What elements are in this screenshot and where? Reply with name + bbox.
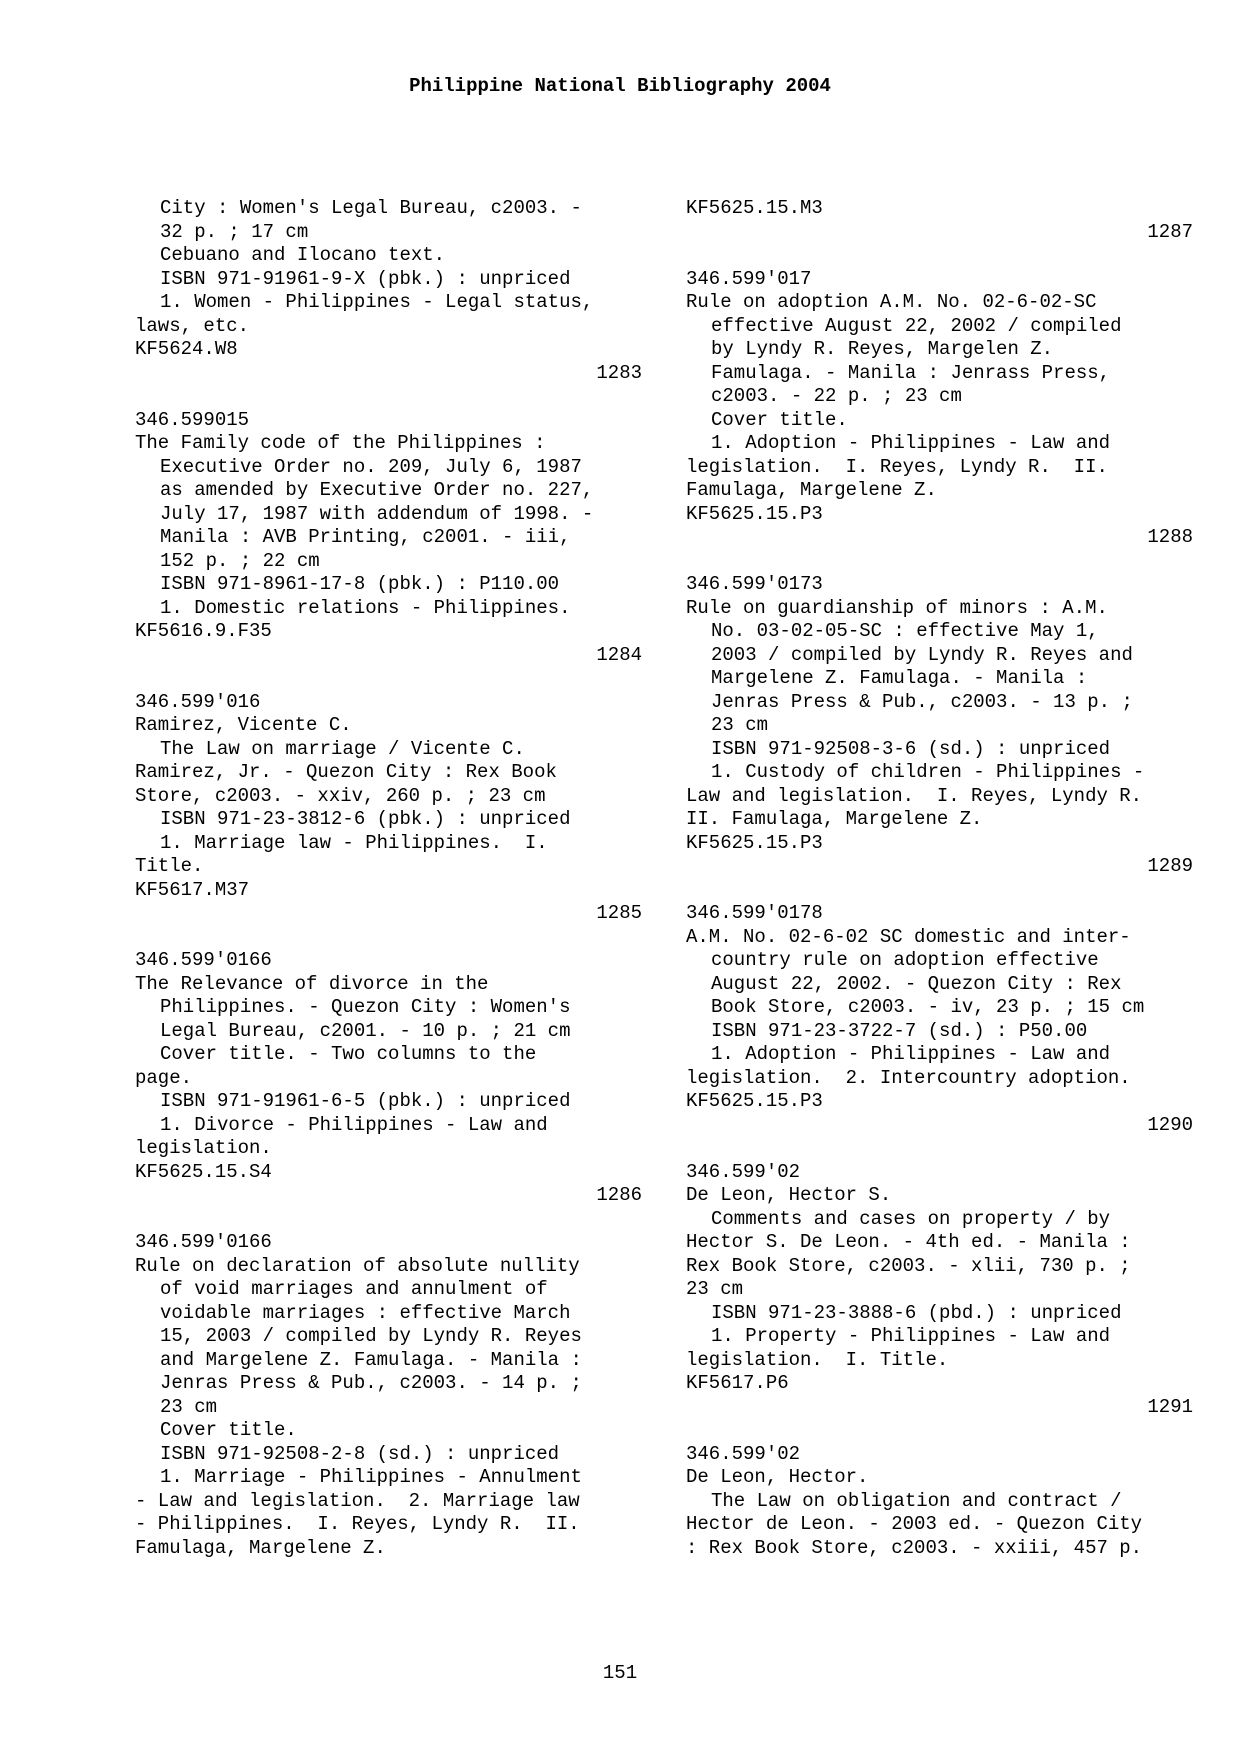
catalog-line: Famulaga. - Manila : Jenrass Press, (711, 361, 1111, 384)
catalog-line: Rule on adoption A.M. No. 02-6-02-SC (686, 291, 1097, 313)
entry-number: 1285 (596, 902, 642, 924)
catalog-line: 23 cm (686, 1278, 744, 1300)
blank-line (135, 667, 645, 691)
catalog-line: 346.599'0173 (686, 573, 823, 595)
entry-number: 1290 (1147, 1113, 1193, 1136)
blank-line (686, 550, 1196, 574)
catalog-line: August 22, 2002. - Quezon City : Rex (711, 972, 1122, 995)
entry-number: 1284 (596, 643, 642, 666)
catalog-line: legislation. I. Reyes, Lyndy R. II. (686, 455, 1108, 478)
catalog-line: ISBN 971-91961-6-5 (pbk.) : unpriced (160, 1090, 571, 1112)
catalog-line: 1. Marriage law - Philippines. I. (160, 831, 548, 854)
catalog-line: legislation. (135, 1137, 272, 1159)
catalog-line: Ramirez, Vicente C. (135, 714, 352, 736)
blank-line (686, 879, 1196, 903)
entry-number: 1287 (1147, 220, 1193, 243)
catalog-line: City : Women's Legal Bureau, c2003. - (160, 197, 582, 219)
catalog-line: Cebuano and Ilocano text. (160, 244, 446, 266)
catalog-line: legislation. I. Title. (686, 1348, 949, 1371)
catalog-line: 1. Domestic relations - Philippines. (160, 596, 571, 619)
blank-line (135, 385, 645, 409)
catalog-line: ISBN 971-92508-3-6 (sd.) : unpriced (711, 737, 1111, 760)
catalog-line: KF5625.15.S4 (135, 1160, 272, 1183)
catalog-line: of void marriages and annulment of (160, 1278, 548, 1300)
left-column (135, 197, 645, 1560)
catalog-line: 152 p. ; 22 cm (160, 549, 320, 572)
catalog-line: 346.599'0178 (686, 902, 823, 924)
catalog-line: 346.599'016 (135, 690, 261, 713)
catalog-line: KF5624.W8 (135, 338, 238, 360)
catalog-line: Store, c2003. - xxiv, 260 p. ; 23 cm (135, 784, 546, 807)
catalog-line: 346.599015 (135, 408, 250, 431)
catalog-line: Book Store, c2003. - iv, 23 p. ; 15 cm (711, 996, 1145, 1018)
catalog-line: A.M. No. 02-6-02 SC domestic and inter- (686, 925, 1131, 948)
catalog-line: Comments and cases on property / by (711, 1207, 1111, 1230)
catalog-line: by Lyndy R. Reyes, Margelen Z. (711, 338, 1054, 360)
catalog-line: Rule on declaration of absolute nullity (135, 1254, 580, 1277)
catalog-line: KF5625.15.P3 (686, 831, 823, 854)
catalog-line: - Philippines. I. Reyes, Lyndy R. II. (135, 1513, 580, 1535)
catalog-line: De Leon, Hector. (686, 1466, 869, 1488)
catalog-line: ISBN 971-23-3722-7 (sd.) : P50.00 (711, 1019, 1088, 1042)
catalog-line: page. (135, 1066, 193, 1089)
entry-number: 1289 (1147, 855, 1193, 877)
catalog-line: - Law and legislation. 2. Marriage law (135, 1489, 580, 1512)
catalog-line: The Family code of the Philippines : (135, 432, 546, 454)
catalog-line: c2003. - 22 p. ; 23 cm (711, 385, 962, 407)
catalog-line: De Leon, Hector S. (686, 1184, 892, 1206)
entry-number: 1286 (596, 1184, 642, 1206)
blank-line (135, 926, 645, 950)
catalog-line: and Margelene Z. Famulaga. - Manila : (160, 1348, 582, 1371)
catalog-line: 1. Adoption - Philippines - Law and (711, 432, 1111, 454)
catalog-line: 346.599'0166 (135, 949, 272, 971)
catalog-line: Rule on guardianship of minors : A.M. (686, 596, 1108, 619)
right-column (686, 197, 1196, 1560)
entry-number: 1283 (596, 361, 642, 384)
catalog-line: The Law on obligation and contract / (711, 1489, 1122, 1512)
entry-number: 1291 (1147, 1395, 1193, 1418)
catalog-line: 346.599'02 (686, 1442, 801, 1465)
catalog-line: 1. Adoption - Philippines - Law and (711, 1043, 1111, 1065)
catalog-line: Title. (135, 855, 204, 877)
catalog-line: 32 p. ; 17 cm (160, 220, 309, 243)
catalog-line: : Rex Book Store, c2003. - xxiii, 457 p. (686, 1536, 1143, 1559)
catalog-line: 1. Divorce - Philippines - Law and (160, 1113, 548, 1136)
catalog-line: Jenras Press & Pub., c2003. - 14 p. ; (160, 1372, 582, 1394)
catalog-line: 23 cm (160, 1395, 218, 1418)
catalog-line: laws, etc. (135, 314, 250, 337)
catalog-line: Law and legislation. I. Reyes, Lyndy R. (686, 784, 1143, 807)
catalog-line: KF5616.9.F35 (135, 620, 272, 642)
catalog-line: Cover title. (160, 1419, 297, 1441)
catalog-line: 1. Marriage - Philippines - Annulment (160, 1466, 582, 1488)
catalog-line: No. 03-02-05-SC : effective May 1, (711, 620, 1099, 642)
catalog-line: Ramirez, Jr. - Quezon City : Rex Book (135, 761, 557, 783)
catalog-line: Famulaga, Margelene Z. (686, 479, 937, 501)
catalog-line: as amended by Executive Order no. 227, (160, 479, 594, 501)
catalog-line: 346.599'02 (686, 1160, 801, 1183)
catalog-line: KF5625.15.P3 (686, 502, 823, 525)
catalog-line: KF5625.15.M3 (686, 197, 823, 219)
page-number: 151 (602, 1662, 638, 1684)
catalog-line: Famulaga, Margelene Z. (135, 1536, 386, 1559)
catalog-line: KF5617.P6 (686, 1372, 789, 1394)
catalog-line: ISBN 971-23-3812-6 (pbk.) : unpriced (160, 808, 571, 830)
catalog-line: Hector S. De Leon. - 4th ed. - Manila : (686, 1231, 1131, 1253)
catalog-line: ISBN 971-8961-17-8 (pbk.) : P110.00 (160, 573, 560, 595)
blank-line (686, 1419, 1196, 1443)
catalog-line: ISBN 971-23-3888-6 (pbd.) : unpriced (711, 1301, 1122, 1324)
catalog-line: voidable marriages : effective March (160, 1301, 571, 1324)
catalog-line: Cover title. - Two columns to the (160, 1043, 537, 1065)
catalog-line: 346.599'0166 (135, 1231, 272, 1253)
catalog-line: 23 cm (711, 714, 769, 736)
catalog-line: KF5617.M37 (135, 878, 250, 901)
catalog-line: Jenras Press & Pub., c2003. - 13 p. ; (711, 690, 1133, 713)
catalog-line: The Relevance of divorce in the (135, 972, 489, 995)
catalog-line: Cover title. (711, 408, 848, 431)
catalog-line: Manila : AVB Printing, c2001. - iii, (160, 526, 571, 548)
catalog-line: Philippines. - Quezon City : Women's (160, 996, 571, 1018)
catalog-line: country rule on adoption effective (711, 949, 1099, 971)
catalog-line: 1. Women - Philippines - Legal status, (160, 291, 594, 313)
catalog-line: Executive Order no. 209, July 6, 1987 (160, 455, 582, 478)
catalog-line: 15, 2003 / compiled by Lyndy R. Reyes (160, 1325, 582, 1347)
catalog-line: 1. Property - Philippines - Law and (711, 1325, 1111, 1347)
blank-line (686, 244, 1196, 268)
catalog-line: II. Famulaga, Margelene Z. (686, 808, 983, 830)
catalog-line: The Law on marriage / Vicente C. (160, 737, 525, 760)
catalog-line: legislation. 2. Intercountry adoption. (686, 1066, 1131, 1089)
blank-line (135, 1208, 645, 1232)
catalog-line: Rex Book Store, c2003. - xlii, 730 p. ; (686, 1254, 1131, 1277)
catalog-line: ISBN 971-91961-9-X (pbk.) : unpriced (160, 267, 571, 290)
blank-line (686, 1137, 1196, 1161)
catalog-line: July 17, 1987 with addendum of 1998. - (160, 502, 594, 525)
catalog-line: Hector de Leon. - 2003 ed. - Quezon City (686, 1513, 1143, 1535)
catalog-line: 1. Custody of children - Philippines - (711, 761, 1145, 783)
entry-number: 1288 (1147, 526, 1193, 548)
page-title: Philippine National Bibliography 2004 (409, 75, 831, 97)
catalog-line: Margelene Z. Famulaga. - Manila : (711, 667, 1088, 689)
catalog-line: effective August 22, 2002 / compiled (711, 314, 1122, 337)
catalog-line: 346.599'017 (686, 267, 812, 290)
catalog-line: ISBN 971-92508-2-8 (sd.) : unpriced (160, 1442, 560, 1465)
catalog-line: 2003 / compiled by Lyndy R. Reyes and (711, 643, 1133, 666)
catalog-line: Legal Bureau, c2001. - 10 p. ; 21 cm (160, 1019, 571, 1042)
catalog-line: KF5625.15.P3 (686, 1090, 823, 1112)
